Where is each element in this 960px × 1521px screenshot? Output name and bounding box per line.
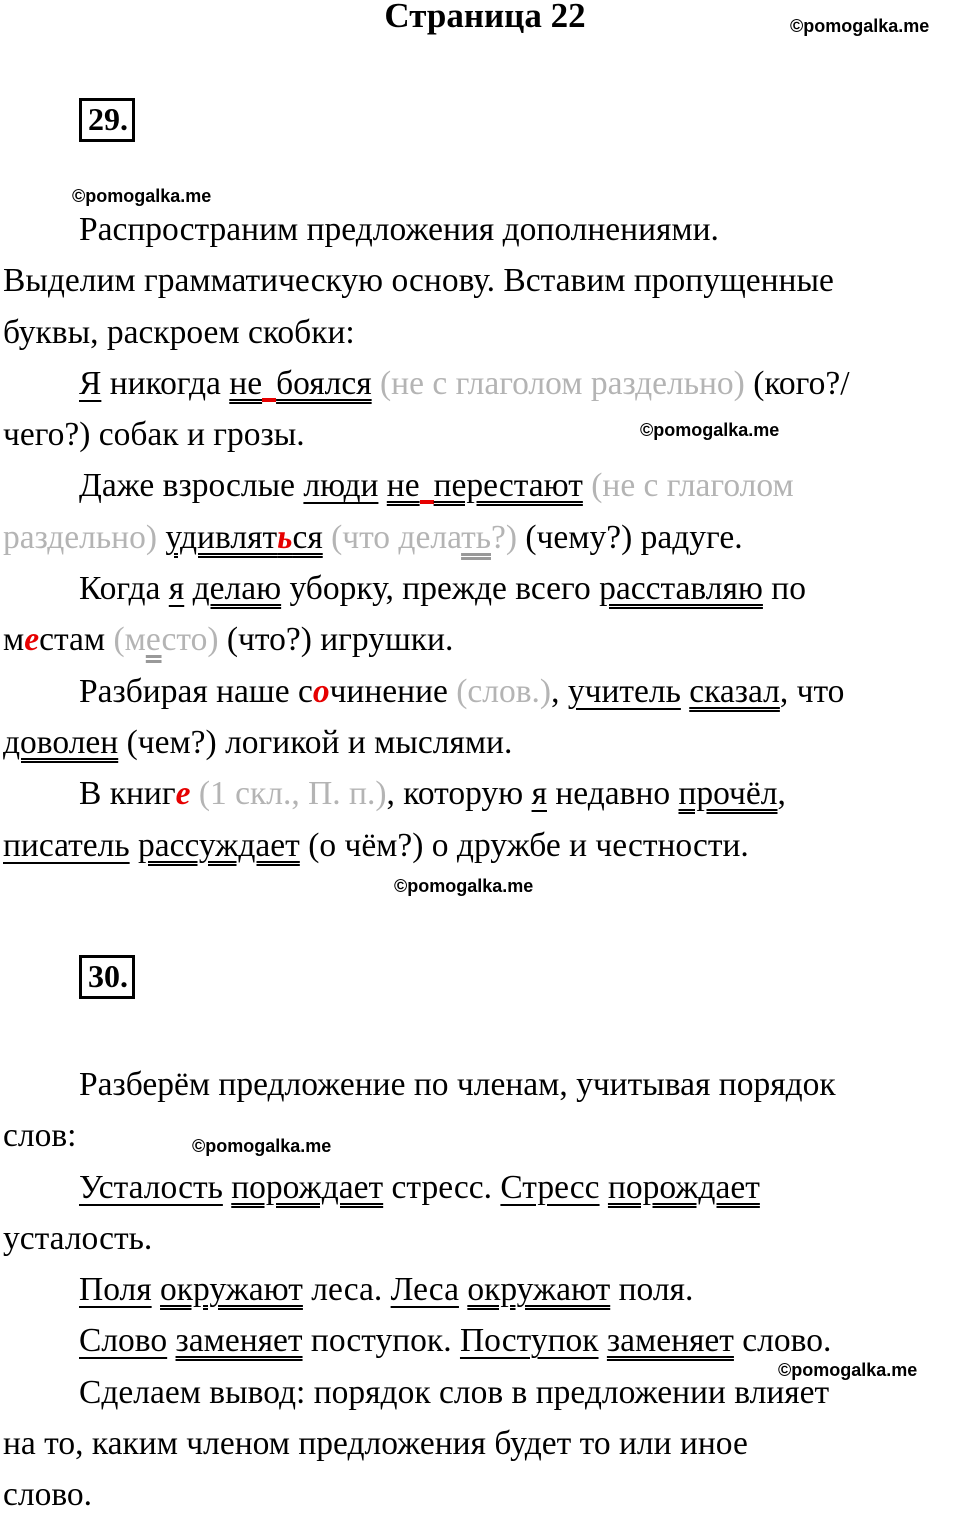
watermark: ©pomogalka.me [192, 1136, 332, 1156]
example-1 [3, 1162, 960, 1213]
subject: Леса [390, 1271, 459, 1309]
page-title: Страница 22 [384, 0, 586, 35]
text: В книг [79, 775, 176, 813]
text: ?) [491, 518, 526, 556]
text: Даже взрослые [79, 467, 304, 505]
watermark: ©pomogalka.me [790, 16, 930, 36]
sentence-4 [3, 666, 960, 717]
text: чинение [329, 672, 448, 710]
predicate: сказал [689, 672, 780, 710]
text: (что дела [322, 518, 462, 556]
text: (о чём?) о дружбе и честности. [299, 826, 749, 864]
example-1-cont: усталость. [3, 1219, 153, 1257]
text: Разбирая наше с [79, 672, 313, 710]
subject: Слово [79, 1322, 168, 1360]
note: раздельно) [3, 518, 166, 556]
text: боялся [276, 364, 372, 402]
subject: Я [79, 364, 102, 402]
space-mark [420, 500, 434, 504]
intro-line: Распространим предложения дополнениями. [79, 211, 719, 248]
highlighted-letter: ь [277, 518, 293, 556]
subject: писатель [3, 826, 130, 864]
predicate: окружают [467, 1271, 611, 1309]
predicate: заменяет [606, 1322, 734, 1360]
sentence-5-cont [3, 820, 960, 871]
text [184, 570, 192, 607]
subject: Поступок [459, 1322, 599, 1360]
text: (м [105, 621, 146, 659]
text: е [145, 621, 162, 659]
exercise-29-text [3, 204, 960, 871]
intro-line: Разберём предложение по членам, учитывая порядок [79, 1066, 836, 1103]
text: (что?) игрушки. [226, 621, 454, 659]
text [130, 827, 138, 864]
subject: Усталость [79, 1168, 223, 1206]
text: м [3, 621, 25, 659]
text: недавно [546, 775, 679, 813]
note [105, 621, 227, 658]
intro-line: буквы, раскроем скобки: [3, 313, 355, 351]
text: уборку, прежде всего [281, 570, 600, 608]
text: удивлят [165, 518, 278, 556]
highlighted-letter: е [175, 775, 191, 813]
text [378, 467, 386, 504]
text: ся [292, 518, 323, 556]
text: , [551, 672, 568, 710]
text: , что [779, 672, 845, 710]
predicate [229, 365, 371, 402]
predicate: делаю [192, 570, 282, 608]
text: не [386, 467, 420, 505]
text: , которую [386, 775, 532, 813]
subject: я [168, 570, 185, 608]
sentence-3-cont [3, 614, 960, 665]
sentence-2 [3, 460, 960, 511]
conclusion-line: Сделаем вывод: порядок слов в предложении влияет [79, 1373, 830, 1411]
subject: Стресс [500, 1168, 600, 1206]
note: (1 скл., П. п.) [190, 775, 387, 813]
watermark: ©pomogalka.me [640, 420, 780, 440]
predicate [165, 519, 322, 556]
sentence-3 [3, 563, 960, 614]
sentence-1 [3, 358, 960, 409]
predicate: заменяет [175, 1322, 303, 1360]
text: стам [39, 621, 106, 659]
text: поступок. [302, 1322, 460, 1360]
intro-line: Выделим грамматическую основу. Вставим пропущенные [3, 262, 834, 300]
text: перестают [433, 467, 583, 505]
sentence-1-cont [3, 409, 960, 460]
text: по [762, 570, 806, 608]
sentence-2-cont [3, 512, 960, 563]
text: слово. [733, 1322, 832, 1360]
predicate: порождает [231, 1168, 384, 1206]
text: леса. [302, 1271, 391, 1309]
predicate: прочёл [678, 775, 778, 813]
highlighted-letter: е [24, 621, 40, 659]
text: поля. [610, 1271, 694, 1309]
subject: я [531, 775, 547, 813]
exercise-30-text [3, 1059, 960, 1521]
text: (чем?) логикой и мыслями. [118, 723, 513, 761]
text: (чему?) радуге. [525, 518, 743, 556]
note: (не с глаголом [582, 467, 794, 505]
predicate: окружают [160, 1271, 303, 1309]
text: ть [461, 518, 491, 556]
watermark: ©pomogalka.me [394, 876, 534, 896]
text [681, 673, 689, 710]
text: Когда [79, 570, 169, 608]
sentence-5 [3, 768, 960, 819]
exercise-number-29: 29. [79, 98, 135, 142]
text: сто) [161, 621, 227, 659]
text: чего?) собак и грозы. [3, 416, 305, 454]
intro-line: слов: [3, 1117, 77, 1155]
predicate: доволен [3, 723, 119, 761]
predicate: расставляю [599, 570, 763, 608]
note: (не с глаголом раздельно) [371, 364, 754, 402]
conclusion-line: на то, каким членом предложения будет то или иное [3, 1425, 748, 1463]
space-mark [262, 398, 276, 402]
text: , [777, 775, 786, 813]
subject: учитель [567, 672, 681, 710]
conclusion-line: слово. [3, 1476, 93, 1514]
watermark: ©pomogalka.me [72, 186, 212, 206]
note: (слов.) [447, 672, 552, 710]
predicate [387, 467, 583, 504]
text: стресс. [383, 1168, 501, 1206]
sentence-4-cont [3, 717, 960, 768]
example-2 [3, 1264, 960, 1315]
predicate: рассуждает [138, 826, 300, 864]
watermark: ©pomogalka.me [778, 1360, 918, 1380]
subject: Поля [79, 1271, 152, 1309]
note [323, 519, 526, 556]
subject: люди [303, 467, 379, 505]
highlighted-letter: о [312, 672, 330, 710]
predicate: порождает [607, 1168, 760, 1206]
text: никогда [101, 364, 230, 402]
text: не [229, 364, 263, 402]
exercise-number-30: 30. [79, 955, 135, 999]
text: (кого?/ [753, 364, 850, 402]
